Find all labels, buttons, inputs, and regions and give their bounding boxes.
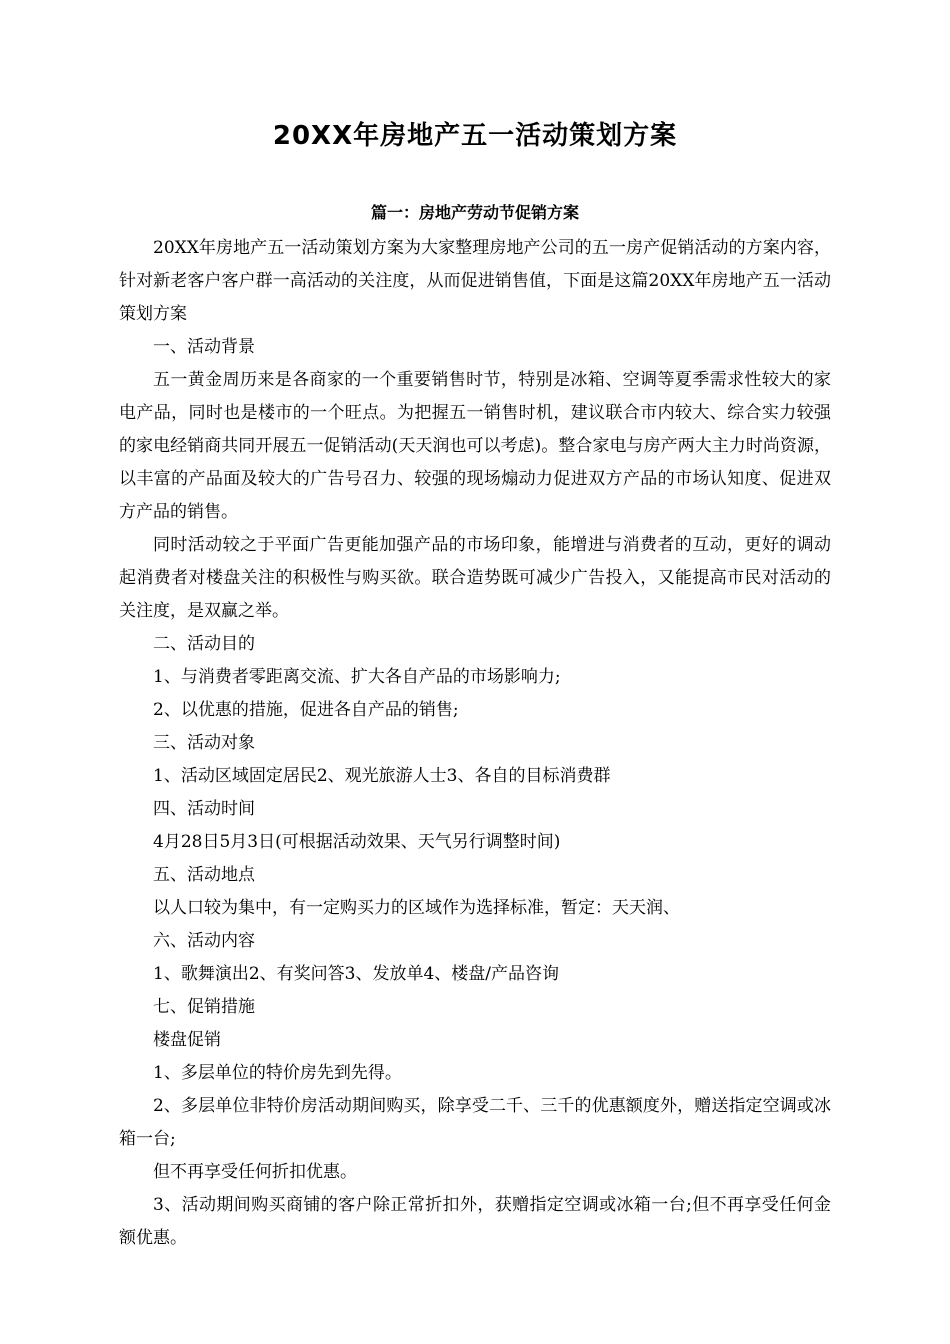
paragraph: 五、活动地点 <box>153 865 255 885</box>
paragraph: 2、以优惠的措施，促进各自产品的销售; <box>153 700 459 720</box>
paragraph: 以人口较为集中，有一定购买力的区域作为选择标准，暂定：天天润、 <box>153 898 680 918</box>
paragraph: 20XX年房地产五一活动策划方案为大家整理房地产公司的五一房产促销活动的方案内容，针对新老客户客户群一高活动的关注度，从而促进销售值，下面是这篇20XX年房地产五一活动策划方案 <box>119 238 831 324</box>
paragraph: 1、歌舞演出2、有奖问答3、发放单4、楼盘/产品咨询 <box>153 964 559 984</box>
document-body <box>119 232 831 1255</box>
paragraph: 六、活动内容 <box>153 931 255 951</box>
document-title: 20XX年房地产五一活动策划方案 <box>272 121 678 151</box>
paragraph: 3、活动期间购买商铺的客户除正常折扣外，获赠指定空调或冰箱一台;但不再享受任何金额优惠。 <box>119 1195 831 1248</box>
paragraph: 1、多层单位的特价房先到先得。 <box>153 1063 402 1083</box>
paragraph: 1、活动区域固定居民2、观光旅游人士3、各自的目标消费群 <box>153 766 611 786</box>
paragraph: 七、促销措施 <box>153 997 255 1017</box>
section-title: 篇一：房地产劳动节促销方案 <box>370 203 579 222</box>
paragraph: 四、活动时间 <box>153 799 255 819</box>
paragraph: 一、活动背景 <box>153 337 255 357</box>
paragraph: 二、活动目的 <box>153 634 255 654</box>
paragraph: 三、活动对象 <box>153 733 255 753</box>
paragraph: 2、多层单位非特价房活动期间购买，除享受二千、三千的优惠额度外，赠送指定空调或冰箱一台; <box>119 1096 831 1149</box>
paragraph: 五一黄金周历来是各商家的一个重要销售时节，特别是冰箱、空调等夏季需求性较大的家电产品，同时也是楼市的一个旺点。为把握五一销售时机，建议联合市内较大、综合实力较强的家电经销商共同开展五一促销活动(天天润也可以考虑)。整合家电与房产两大主力时尚资源，以丰富的产品面及较大的广告号召力、较强的现场煽动力促进双方产品的市场认知度、促进双方产品的销售。 <box>119 370 831 522</box>
paragraph: 4月28日5月3日(可根据活动效果、天气另行调整时间) <box>153 832 561 852</box>
paragraph: 1、与消费者零距离交流、扩大各自产品的市场影响力; <box>153 667 561 687</box>
paragraph: 楼盘促销 <box>153 1030 221 1050</box>
paragraph: 但不再享受任何折扣优惠。 <box>153 1162 357 1182</box>
paragraph: 同时活动较之于平面广告更能加强产品的市场印象，能增进与消费者的互动，更好的调动起消费者对楼盘关注的积极性与购买欲。联合造势既可减少广告投入，又能提高市民对活动的关注度，是双赢之举。 <box>119 535 831 621</box>
